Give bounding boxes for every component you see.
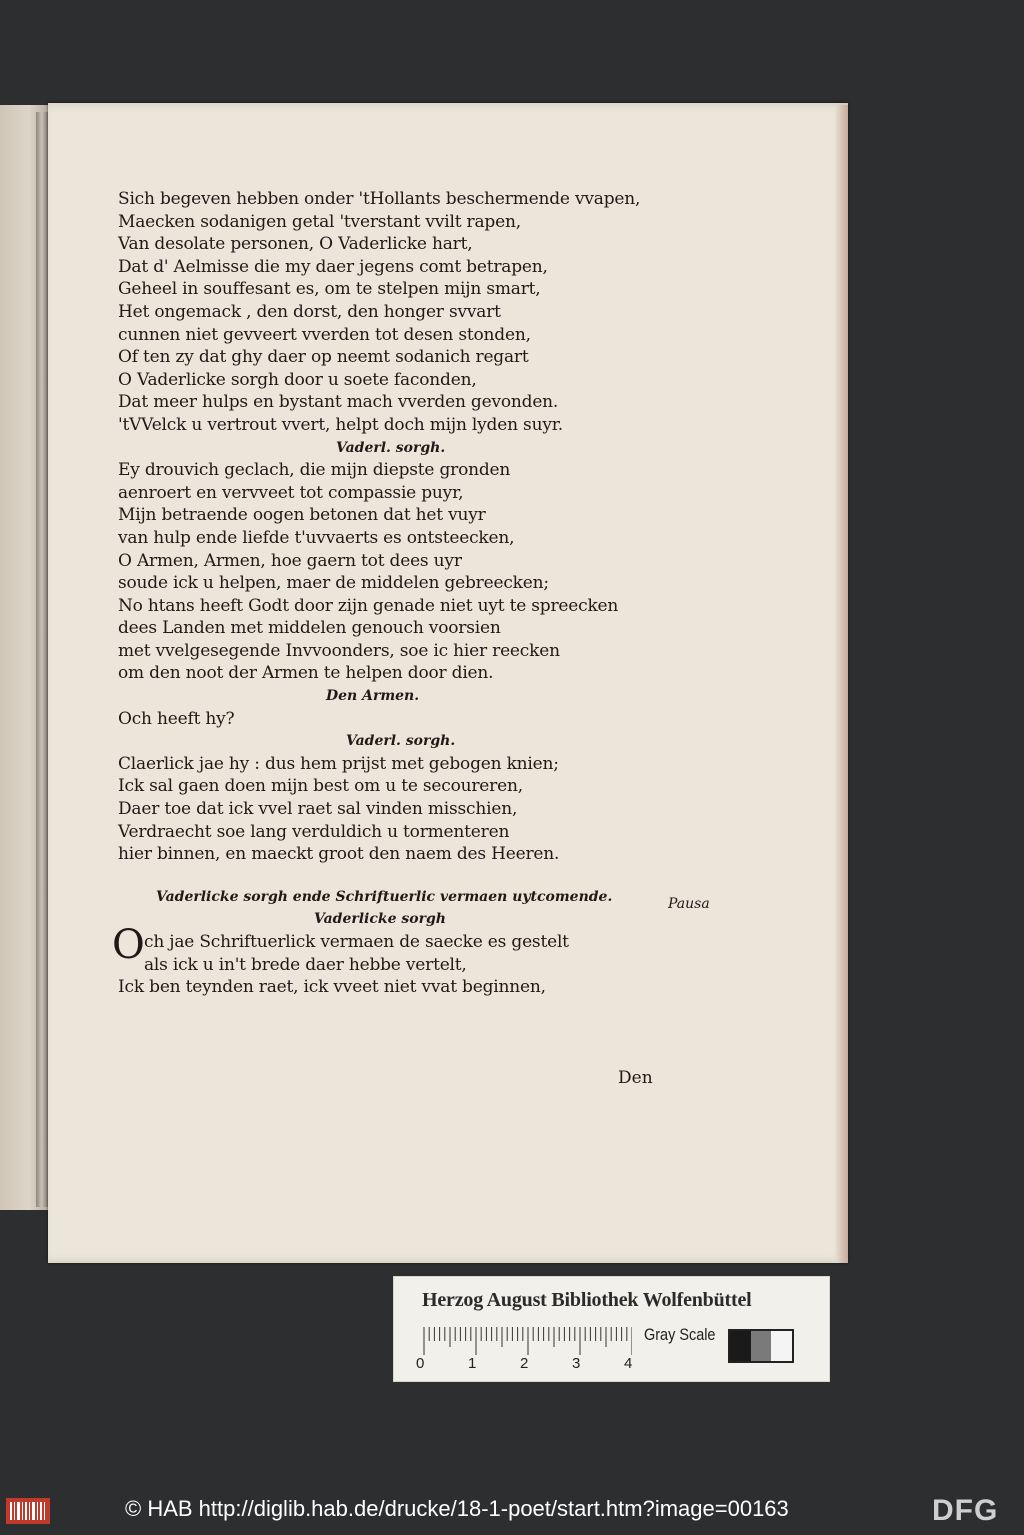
dfg-logo: DFG — [932, 1494, 999, 1527]
stage-direction: Vaderlicke sorgh ende Schriftuerlic vermaen uytcomende. — [156, 888, 613, 905]
verse-line: O Armen, Armen, hoe gaern tot dees uyr — [118, 550, 462, 571]
verse-line: Och heeft hy? — [118, 708, 235, 729]
library-name: Herzog August Bibliothek Wolfenbüttel — [422, 1289, 752, 1311]
verse-line: No htans heeft Godt door zijn genade niet uyt te spreecken — [118, 595, 619, 616]
verse-line: Van desolate personen, O Vaderlicke hart, — [118, 234, 473, 255]
ruler-number: 0 — [416, 1355, 425, 1372]
gray-swatch-mid — [751, 1331, 772, 1361]
verse-line: aenroert en vervveet tot compassie puyr, — [118, 482, 464, 503]
margin-note: Pausa — [668, 896, 710, 912]
speaker-heading: Vaderlicke sorgh — [314, 911, 446, 928]
verse-line: met vvelgesegende Invvoonders, soe ic hier reecken — [118, 640, 560, 661]
ruler-number: 2 — [520, 1355, 529, 1372]
verse-line: van hulp ende liefde t'uvvaerts es ontsteecken, — [118, 527, 515, 548]
speaker-heading: Vaderl. sorgh. — [336, 439, 446, 456]
footer-bar — [0, 1492, 1024, 1535]
ruler-scale — [422, 1327, 632, 1357]
gray-swatch-light — [771, 1331, 792, 1361]
verse-line: Dat meer hulps en bystant mach vverden gevonden. — [118, 392, 559, 413]
verse-line: Het ongemack , den dorst, den honger svvart — [118, 301, 501, 322]
verse-line: 'tVVelck u vertrout vvert, helpt doch mijn lyden suyr. — [118, 414, 563, 435]
verse-line: om den noot der Armen te helpen door dien. — [118, 663, 494, 684]
ruler-number: 4 — [624, 1355, 633, 1372]
verse-line: dees Landen met middelen genouch voorsien — [118, 618, 501, 639]
verse-line: Verdraecht soe lang verduldich u tormenteren — [118, 821, 510, 842]
ruler-number: 3 — [572, 1355, 581, 1372]
barcode-icon — [6, 1498, 50, 1524]
verse-line-text: ch jae Schriftuerlick vermaen de saecke es gestelt — [144, 932, 569, 952]
verse-line: soude ick u helpen, maer de middelen gebreecken; — [118, 573, 549, 594]
verse-line: Dat d' Aelmisse die my daer jegens comt betrapen, — [118, 256, 548, 277]
ruler-number: 1 — [468, 1355, 477, 1372]
speaker-heading: Vaderl. sorgh. — [346, 733, 456, 750]
verse-line: Claerlick jae hy : dus hem prijst met gebogen knien; — [118, 753, 559, 774]
speaker-heading: Den Armen. — [326, 688, 420, 705]
verse-line: Mijn betraende oogen betonen dat het vuyr — [118, 505, 486, 526]
verse-line: Ick ben teynden raet, ick vveet niet vvat beginnen, — [118, 977, 546, 998]
copyright-url[interactable]: © HAB http://diglib.hab.de/drucke/18-1-poet/start.htm?image=00163 — [125, 1496, 789, 1521]
verse-line: Sich begeven hebben onder 'tHollants beschermende vvapen, — [118, 189, 641, 209]
drop-cap: O — [112, 922, 145, 968]
verse-line: hier binnen, en maeckt groot den naem des Heeren. — [118, 844, 560, 865]
verse-line: cunnen niet gevveert vverden tot desen stonden, — [118, 324, 531, 345]
verse-line: Ick sal gaen doen mijn best om u te secoureren, — [118, 776, 523, 797]
verse-line: Maecken sodanigen getal 'tverstant vvilt rapen, — [118, 211, 521, 232]
catchword: Den — [618, 1068, 653, 1088]
color-calibration-bar — [393, 1276, 830, 1382]
gray-swatch-dark — [730, 1331, 751, 1361]
verse-line: Geheel in souffesant es, om te stelpen mijn smart, — [118, 279, 541, 300]
gray-scale-label: Gray Scale — [644, 1325, 716, 1344]
page-edge — [836, 105, 848, 1263]
gray-scale-swatches — [728, 1329, 794, 1363]
verse-line: als ick u in't brede daer hebbe vertelt, — [144, 954, 467, 975]
verse-line: Daer toe dat ick vvel raet sal vinden misschien, — [118, 799, 518, 820]
verse-line: Of ten zy dat ghy daer op neemt sodanich regart — [118, 347, 529, 368]
verse-line: O Vaderlicke sorgh door u soete faconden, — [118, 369, 477, 390]
verse-line: Ey drouvich geclach, die mijn diepste gronden — [118, 460, 511, 481]
page-text — [112, 188, 738, 999]
